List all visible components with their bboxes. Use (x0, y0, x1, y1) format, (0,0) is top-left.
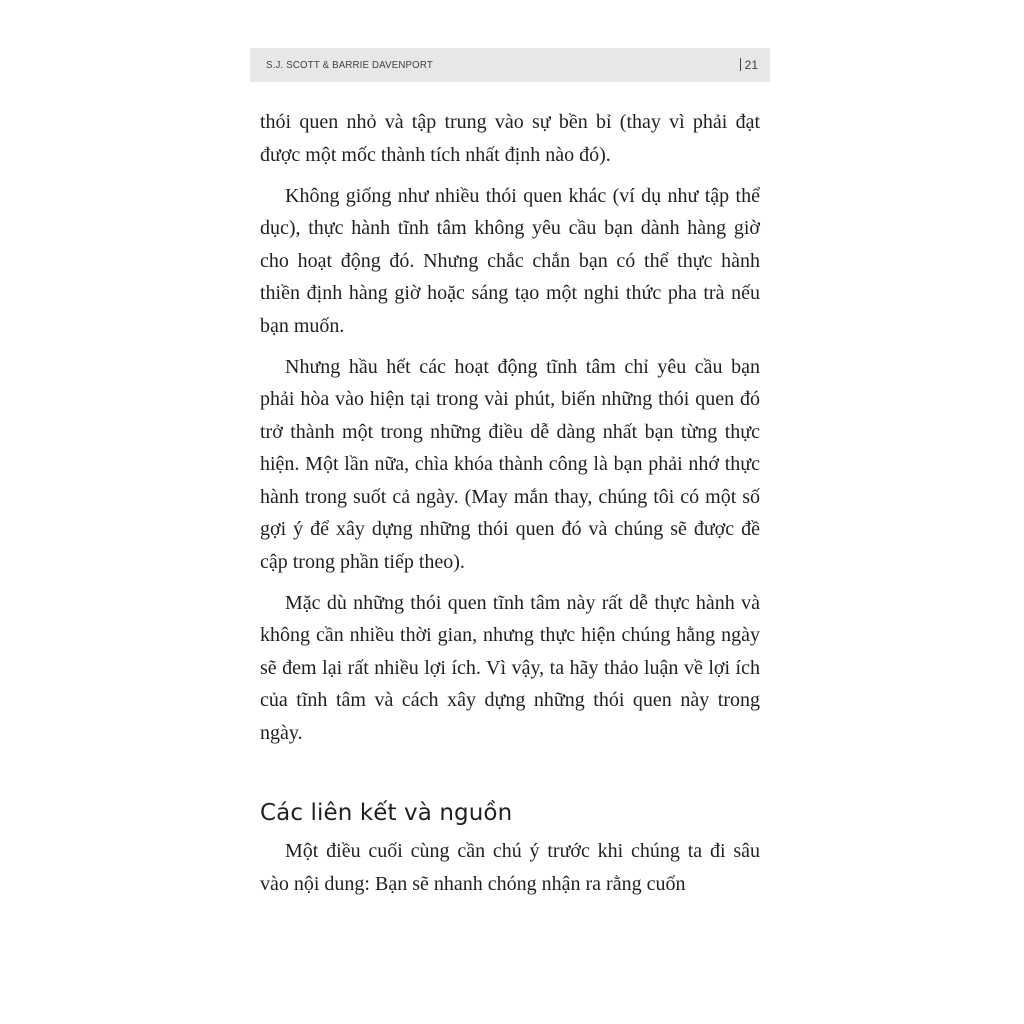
section-heading: Các liên kết và nguồn (260, 800, 513, 826)
paragraph: Mặc dù những thói quen tĩnh tâm này rất dễ thực hành và không cần nhiều thời gian, nhưng thực hiện chúng hằng ngày sẽ đem lại rất nhiều lợi ích. Vì vậy, ta hãy thảo luận về lợi ích của tĩnh tâm và cách xây dựng những thói quen này trong ngày. (260, 591, 760, 744)
paragraph: Nhưng hầu hết các hoạt động tĩnh tâm chỉ yêu cầu bạn phải hòa vào hiện tại trong vài phút, biến những thói quen đó trở thành một trong những điều dễ dàng nhất bạn từng thực hiện. Một lần nữa, chìa khóa thành công là bạn phải nhớ thực hành trong suốt cả ngày. (May mắn thay, chúng tôi có một số gợi ý để xây dựng những thói quen đó và chúng sẽ được đề cập trong phần tiếp theo). (260, 355, 760, 573)
paragraph: Một điều cuối cùng cần chú ý trước khi chúng ta đi sâu vào nội dung: Bạn sẽ nhanh chóng nhận ra rằng cuốn (260, 840, 760, 895)
paragraph-continued: thói quen nhỏ và tập trung vào sự bền bỉ (thay vì phải đạt được một mốc thành tích nhất định nào đó). (260, 111, 760, 166)
running-head-authors: S.J. SCOTT & BARRIE DAVENPORT (266, 59, 433, 71)
body-text (260, 106, 760, 900)
page-header (250, 48, 770, 82)
page-number-block (740, 48, 758, 82)
paragraph: Không giống như nhiều thói quen khác (ví dụ như tập thể dục), thực hành tĩnh tâm không yêu cầu bạn dành hàng giờ cho hoạt động đó. Nhưng chắc chắn bạn có thể thực hành thiền định hàng giờ hoặc sáng tạo một nghi thức pha trà nếu bạn muốn. (260, 184, 760, 337)
page-number: 21 (744, 58, 758, 72)
folio-divider (740, 58, 741, 71)
